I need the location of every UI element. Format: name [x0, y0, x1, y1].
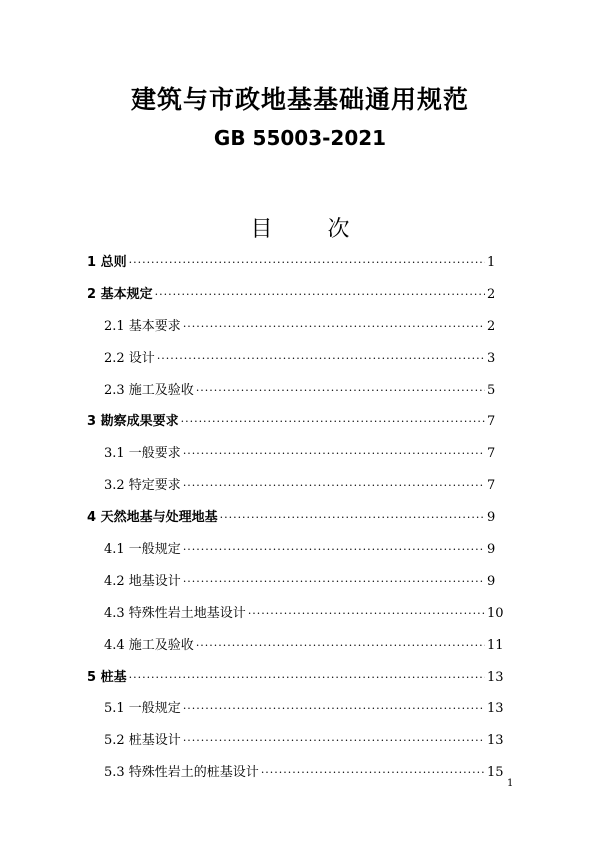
- dot-leader: [183, 311, 485, 343]
- toc-entry-label: 2.2 设计: [104, 350, 155, 366]
- dot-leader: [183, 534, 485, 566]
- toc-entry-page: 13: [487, 669, 504, 685]
- toc-entry-label: 5.3 特殊性岩土的桩基设计: [104, 765, 259, 781]
- toc-entry-label: 4.2 地基设计: [104, 573, 181, 589]
- dot-leader: [129, 662, 485, 694]
- toc-entry[interactable]: [0, 247, 600, 279]
- toc-entry-label: 1 总则: [87, 255, 127, 270]
- toc-entry[interactable]: [0, 311, 600, 343]
- toc-entry-page: 13: [487, 701, 504, 717]
- toc-entry[interactable]: [0, 630, 600, 662]
- dot-leader: [129, 247, 485, 279]
- dot-leader: [183, 566, 485, 598]
- toc-entry-page: 9: [487, 573, 496, 589]
- toc-entry-label: 4.1 一般规定: [104, 542, 181, 558]
- dot-leader: [157, 343, 485, 375]
- document-title: 建筑与市政地基基础通用规范: [130, 85, 469, 114]
- toc-entry[interactable]: [0, 725, 600, 757]
- toc-entry-page: 2: [487, 318, 496, 334]
- toc-entry[interactable]: [0, 598, 600, 630]
- toc-entry-label: 3.2 特定要求: [104, 478, 181, 494]
- dot-leader: [155, 279, 485, 311]
- toc-entry-page: 11: [487, 637, 504, 653]
- toc-heading: 目 次: [250, 217, 374, 242]
- toc-entry-page: 1: [487, 255, 496, 270]
- dot-leader: [183, 470, 485, 502]
- dot-leader: [248, 598, 485, 630]
- toc-entry-label: 4.4 施工及验收: [104, 637, 194, 653]
- toc-entry-label: 4.3 特殊性岩土地基设计: [104, 605, 246, 621]
- toc-entry[interactable]: [0, 502, 600, 534]
- dot-leader: [183, 693, 485, 725]
- toc-entry-page: 15: [487, 765, 504, 781]
- toc-entry-label: 5.2 桩基设计: [104, 733, 181, 749]
- toc-entry-page: 9: [487, 510, 496, 526]
- toc-entry-label: 3.1 一般要求: [104, 446, 181, 462]
- toc-entry-label: 5.1 一般规定: [104, 701, 181, 717]
- table-of-contents: [0, 247, 600, 789]
- toc-entry[interactable]: [0, 375, 600, 407]
- standard-code: GB 55003-2021: [213, 126, 387, 150]
- toc-entry[interactable]: [0, 438, 600, 470]
- page-number: 1: [507, 778, 514, 789]
- toc-entry[interactable]: [0, 534, 600, 566]
- dot-leader: [183, 725, 485, 757]
- dot-leader: [183, 438, 485, 470]
- toc-entry-label: 5 桩基: [87, 669, 127, 685]
- toc-entry[interactable]: [0, 566, 600, 598]
- toc-entry-label: 2.1 基本要求: [104, 318, 181, 334]
- dot-leader: [196, 630, 485, 662]
- dot-leader: [196, 375, 485, 407]
- toc-entry[interactable]: [0, 343, 600, 375]
- toc-entry-page: 5: [487, 382, 496, 398]
- toc-entry[interactable]: [0, 662, 600, 694]
- toc-entry[interactable]: [0, 279, 600, 311]
- toc-entry[interactable]: [0, 406, 600, 438]
- toc-entry-page: 7: [487, 478, 496, 494]
- dot-leader: [181, 406, 485, 438]
- toc-entry-page: 2: [487, 286, 496, 302]
- toc-entry-page: 7: [487, 446, 496, 462]
- toc-entry-page: 3: [487, 350, 496, 366]
- toc-entry-label: 3 勘察成果要求: [87, 414, 179, 430]
- toc-entry[interactable]: [0, 693, 600, 725]
- toc-entry-label: 2 基本规定: [87, 286, 153, 302]
- toc-entry-label: 2.3 施工及验收: [104, 382, 194, 398]
- toc-entry-page: 9: [487, 542, 496, 558]
- dot-leader: [220, 502, 485, 534]
- toc-entry-label: 4 天然地基与处理地基: [87, 510, 218, 526]
- toc-entry-page: 7: [487, 414, 496, 430]
- dot-leader: [261, 757, 485, 789]
- toc-entry-page: 10: [487, 605, 504, 621]
- toc-entry[interactable]: [0, 470, 600, 502]
- toc-entry-page: 13: [487, 733, 504, 749]
